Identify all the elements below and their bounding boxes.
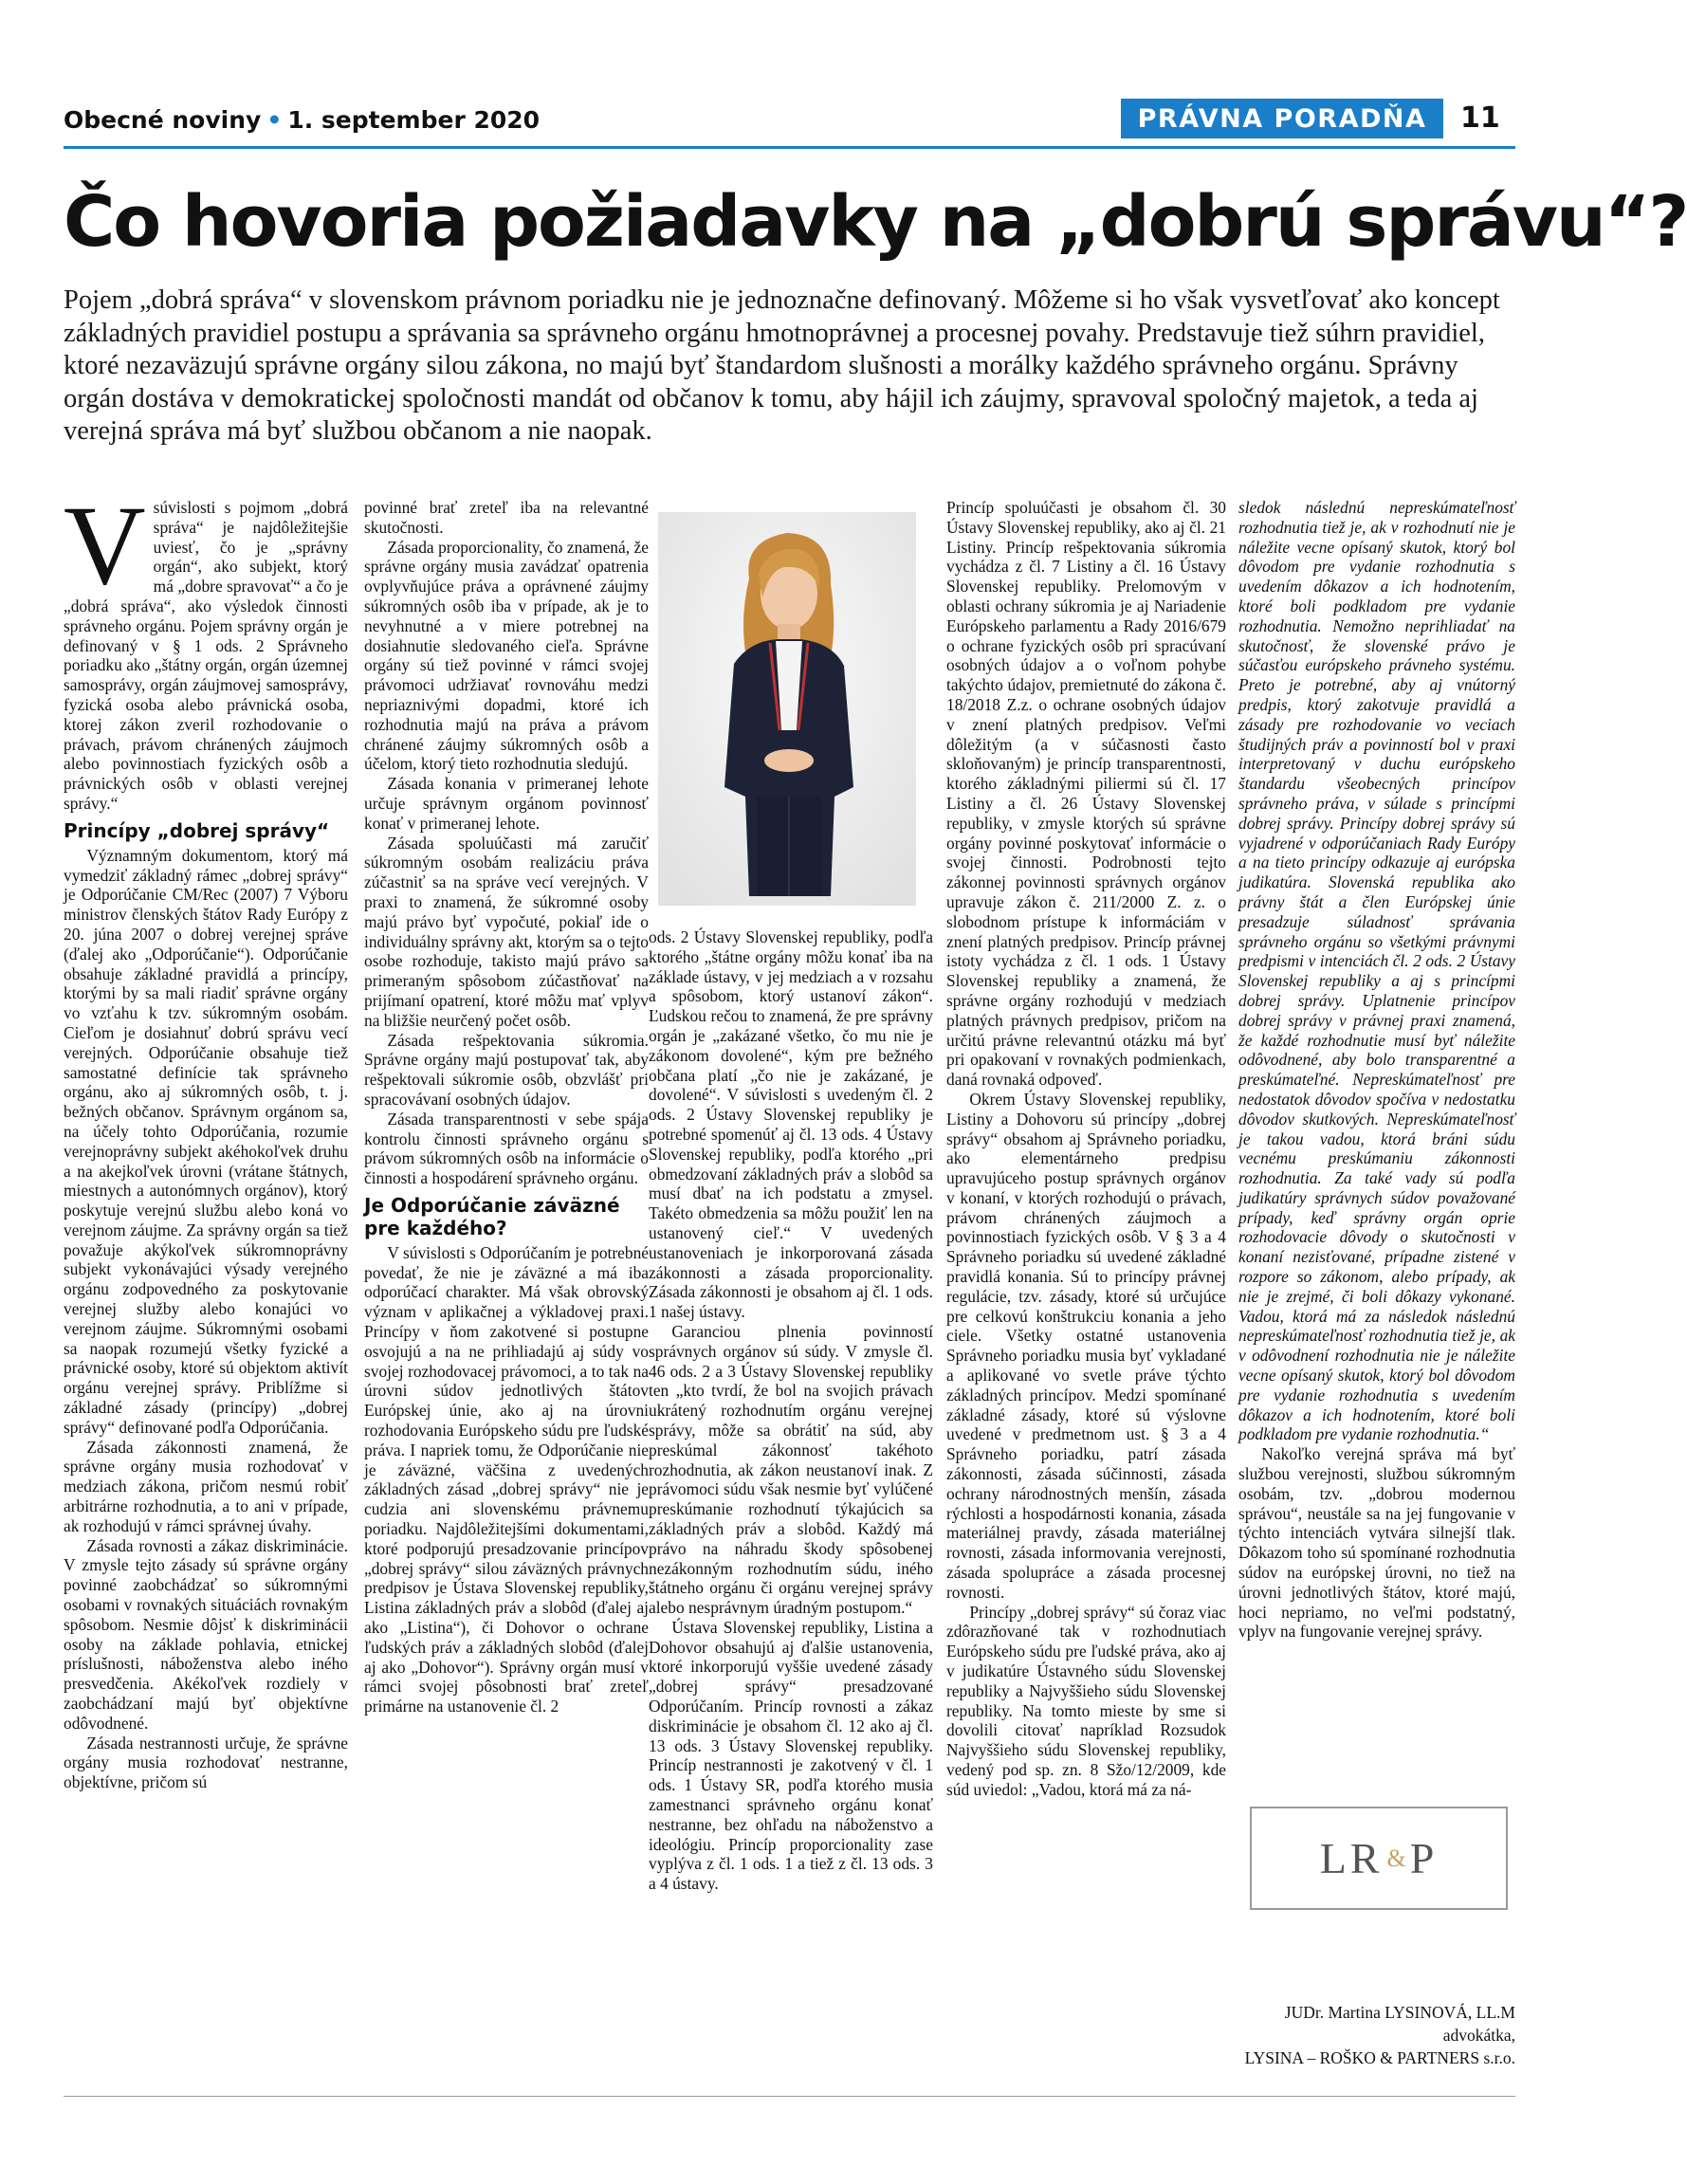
paragraph: Princíp spoluúčasti je obsahom čl. 30 Ústavy Slovenskej republiky, ako aj čl. 21 Listiny. Princíp rešpektovania súkromia vychádza z čl. 7 Listiny a čl. 16 Ústavy Slovenskej republiky. Prelomovým v oblasti ochrany súkromia je aj Nariadenie Európskeho parlamentu a Rady 2016/679 o ochrane fyzických osôb pri spracúvaní osobných údajov a o voľnom pohybe takýchto údajov, premietnuté do zákona č. 18/2018 Z.z. o ochrane osobných údajov v znení platných predpisov. Veľmi dôležitým (a v súčasnosti často skloňovaným) je princíp transparentnosti, ktorého základnými piliermi sú čl. 17 Listiny a čl. 26 Ústavy Slovenskej republiky, v zmysle ktorých sú správne orgány povinné poskytovať informácie o svojej činnosti. Podrobnosti tejto zákonnej povinnosti správnych orgánov upravuje zákon č. 211/2000 Z. z. o slobodnom prístupe k informáciám v znení platných predpisov. Princíp právnej istoty vychádza z čl. 1 ods. 1 Ústavy Slovenskej republiky a znamená, že správne orgány rozhodujú v medziach platných právnych predpisov, pričom na určitú právne relevantnú otázku má byť pri opakovaní v rovnakých podmienkach, daná rovnaká odpoveď. [946,498,1226,1090]
column-4 [946,498,1226,2082]
paragraph: Ústava Slovenskej republiky, Listina a Dohovor obsahujú aj ďalšie ustanovenia, ktoré inkorporujú vyššie uvedené zásady „dobrej správy“ presadzované Odporúčaním. Princíp rovnosti a zákaz diskriminácie je obsahom čl. 12 ako aj čl. 13 ods. 3 Ústavy Slovenskej republiky. Princíp nestrannosti je zakotvený v čl. 1 ods. 1 Ústavy SR, podľa ktorého musia zamestnanci správneho orgánu konať nestranne, bez ohľadu na náboženstvo a ideológiu. Princíp proporcionality zase vyplýva z čl. 1 ods. 1 a tiež z čl. 13 ods. 3 a 4 ústavy. [649,1617,933,1894]
masthead [64,106,540,134]
paragraph: Princípy „dobrej správy“ sú čoraz viac zdôrazňované tak v rozhodnutiach Európskeho súdu pre ľudské práva, ako aj v judikatúre Ústavného súdu Slovenskej republiky a Najvyššieho súdu Slovenskej republiky. Na tomto mieste by sme si dovolili citovať napríklad Rozsudok Najvyššieho súdu Slovenskej republiky, vedený pod sp. zn. 8 Sžo/12/2009, kde súd uviedol: „Vadou, ktorá má za ná- [946,1602,1226,1799]
paragraph: Zásada proporcionality, čo znamená, že správne orgány musia zavádzať opatrenia ovplyvňujúce práva a oprávnené záujmy súkromných osôb iba v prípade, ak je to nevyhnutné a v miere potrebnej na dosiahnutie sledovaného cieľa. Správne orgány sú tiež povinné v rámci svojej právomoci udržiavať rovnováhu medzi nepriaznivými dopadmi, ktoré ich rozhodnutia majú na práva a právom chránené záujmy súkromných osôb a účelom, ktorý tieto rozhodnutia sledujú. [364,537,649,774]
paragraph: sledok následnú nepreskúmateľnosť rozhodnutia tiež je, ak v rozhodnutí nie je náležite vecne opísaný skutok, ktorý bol dôvodom pre vydanie rozhodnutia s uvedením dôkazov a ich hodnotením, ktoré boli podkladom pre vydanie rozhodnutia. Nemožno neprihliadať na skutočnosť, že slovenské právo je súčasťou európskeho právneho systému. Preto je potrebné, aby aj vnútorný predpis, ktorý zakotvuje pravidlá a zásady pre rozhodovanie vo veciach študijných práv a povinností bol v praxi interpretovaný v duchu európskeho štandardu všeobecných princípov správneho práva, v súlade s princípmi dobrej správy. Princípy dobrej správy sú vyjadrené v odporúčaniach Rady Európy a na tieto princípy odkazuje aj európska judikatúra. Slovenská republika ako právny štát a člen Európskej únie presadzuje súladnosť správania správneho orgánu so všetkými právnymi predpismi v intenciách čl. 2 ods. 2 Ústavy Slovenskej republiky a aj s princípmi dobrej správy. Uplatnenie princípov dobrej správy v právnej praxi znamená, že každé rozhodnutie musí byť náležite odôvodnené, aby bolo transparentné a preskúmateľné. Nepreskúmateľnosť pre nedostatok dôvodov spočíva v nedostatku dôvodov skutkových. Nepreskúmateľnosť je takou vadou, ktorá bráni súdu vecnému preskúmaniu zákonnosti rozhodnutia. Za také vady sú podľa judikatúry správnych súdov považované prípady, keď správny orgán oprie rozhodovacie dôvody o skutočnosti v konaní nezisťované, prípadne zistené v rozpore so zákonom, alebo prípady, ak nie je zrejmé, či boli dôkazy vykonané. Vadou, ktorá má za následok následnú nepreskúmateľnosť rozhodnutia tiež je, ak v odôvodnení rozhodnutia nie je náležite vecne opísaný skutok, ktorý bol dôvodom pre vydanie rozhodnutia s uvedením dôkazov a ich hodnotením, ktoré boli podkladom pre vydanie rozhodnutia.“ [1238,498,1515,1444]
paragraph: Významným dokumentom, ktorý má vymedziť základný rámec „dobrej správy“ je Odporúčanie CM/Rec (2007) 7 Výboru ministrov členských štátov Rady Európy z 20. júna 2007 o dobrej verejnej správe (ďalej ako „Odporúčanie“). Odporúčanie obsahuje základné pravidlá a princípy, ktorými by sa mali riadiť správne orgány vo vzťahu k tzv. súkromným osobám. Cieľom je dosiahnuť dobrú správu vecí verejných. Odporúčanie obsahuje tiež samostatné definície tak správneho orgánu, ako aj súkromných osôb, t. j. bežných občanov. Správnym orgánom sa, na účely tohto Odporúčania, rozumie verejnoprávny subjekt akéhokoľvek druhu a na akejkoľvek úrovni (vrátane štátnych, miestnych a autonómnych orgánov), ktorý poskytuje verejnú službu alebo koná vo verejnom záujme. Za správny orgán sa tiež považuje akýkoľvek súkromnoprávny subjekt vykonávajúci výsady verejného orgánu zodpovedného za poskytovanie verejnej služby alebo konajúci vo verejnom záujme. Súkromnými osobami sa naopak rozumejú všetky fyzické a právnické osoby, ktoré sú objektom aktivít orgánu verejnej správy. Priblížme si základné zásady (princípy) „dobrej správy“ definované podľa Odporúčania. [64,845,348,1437]
paragraph: Zásada nestrannosti určuje, že správne orgány musia rozhodovať nestranne, objektívne, pričom sú [64,1733,348,1792]
author-firm: LYSINA – ROŠKO & PARTNERS s.r.o. [1244,2048,1515,2067]
paragraph: V súvislosti s Odporúčaním je potrebné povedať, že nie je záväzné a má iba odporúčací charakter. Má však obrovský význam v aplikačnej a výkladovej praxi. Princípy v ňom zakotvené si postupne osvojujú a na ne prihliadajú aj súdy vo svojej rozhodovacej právomoci, a to tak na úrovni súdov jednotlivých štátov Európskej únie, ako aj na úrovni rozhodovania Európskeho súdu pre ľudské práva. I napriek tomu, že Odporúčanie nie je záväzné, väčšina z uvedených základných zásad „dobrej správy“ nie je cudzia ani slovenskému právnemu poriadku. Najdôležitejšími dokumentami, ktoré podporujú presadzovanie princípov „dobrej správy“ silou záväzných právnych predpisov je Ústava Slovenskej republiky, Listina základných práv a slobôd (ďalej aj ako „Listina“), či Dohovor o ochrane ľudských práv a základných slobôd (ďalej aj ako „Dohovor“). Správny orgán musí v rámci svojej pôsobnosti brať zreteľ primárne na ustanovenie čl. 2 [364,1242,649,1716]
paragraph: povinné brať zreteľ iba na relevantné skutočnosti. [364,498,649,537]
intro-paragraph [64,482,348,814]
paragraph: Zásada zákonnosti znamená, že správne orgány musia rozhodovať v medziach zákona, pričom nesmú robiť arbitrárne rozhodnutia, a to ani v prípade, ak rozhodujú v rámci správnej úvahy. [64,1437,348,1535]
logo-left: LR [1319,1834,1384,1882]
column-1 [64,482,348,2082]
section-heading-binding: Je Odporúčanie záväzné pre každého? [364,1193,620,1239]
lead-text: Pojem „dobrá správa“ v slovenskom právnom poriadku nie je jednoznačne definovaný. Môžeme si ho však vysvetľovať ako koncept základných pravidiel postupu a správania sa správneho orgánu hmotnoprávnej a procesnej povahy. Predstavuje tiež súhrn pravidiel, ktoré nezaväzujú správne orgány silou zákona, no majú byť štandardom slušnosti a morálky každého správneho orgánu. Správny orgán dostáva v demokratickej spoločnosti mandát od občanov k tomu, aby hájil ich záujmy, spravoval spoločný majetok, a teda aj verejná správa má byť službou občanom a nie naopak. [64,285,1500,446]
author-photo [658,512,916,906]
headline: Čo hovoria požiadavky na „dobrú správu“? [64,181,1687,263]
section-heading-principles: Princípy „dobrej správy“ [64,818,330,842]
logo-ampersand: & [1386,1844,1406,1872]
intro-text: súvislosti s pojmom „dobrá správa“ je najdôležitejšie uviesť, čo je „správny orgán“, ako subjekt, ktorý má „dobre spravovať“ a čo je „dobrá správa“, ako výsledok činnosti správneho orgánu. Pojem správny orgán je definovaný v § 1 ods. 2 Správneho poriadku ako „štátny orgán, orgán územnej samosprávy, orgán záujmovej samosprávy, fyzická osoba alebo právnická osoba, ktorej zákon zveril rozhodovanie o právach, právom chránených záujmoch alebo povinnostiach fyzických osôb a právnických osôb v oblasti verejnej správy.“ [64,498,348,813]
paragraph: Zásada transparentnosti v sebe spája kontrolu činnosti správneho orgánu s právom súkromných osôb na informácie o činnosti a hospodárení správneho orgánu. [364,1109,649,1188]
paragraph: Garanciou plnenia povinností správnych orgánov sú súdy. V zmysle čl. 46 ods. 2 a 3 Ústavy Slovenskej republiky ten „kto tvrdí, že bol na svojich právach ukrátený rozhodnutím orgánu verejnej správy, môže sa obrátiť na súd, aby preskúmal zákonnosť takéhoto rozhodnutia, ak zákon neustanoví inak. Z právomoci súdu však nesmie byť vylúčené preskúmanie rozhodnutí týkajúcich sa základných práv a slobôd. Každý má právo na náhradu škody spôsobenej nezákonným rozhodnutím súdu, iného štátneho orgánu či orgánu verejnej správy alebo nesprávnym úradným postupom.“ [649,1321,933,1618]
paragraph: Zásada spoluúčasti má zaručiť súkromným osobám realizáciu práva zúčastniť sa na správe vecí verejných. V praxi to znamená, že súkromné osoby majú právo byť vypočuté, pokiaľ ide o individuálny správny akt, ktorým sa o tejto osobe rozhoduje, takisto majú právo sa primeraným spôsobom zúčastňovať na prijímaní opatrení, ktoré môžu mať vplyv na bližšie neurčený počet osôb. [364,833,649,1030]
column-2 [364,498,649,2082]
newspaper-name: Obecné noviny [64,106,262,134]
footer-rule [64,2096,1515,2097]
paragraph: Zásada rešpektovania súkromia. Správne orgány majú postupovať tak, aby rešpektovali súkromie osôb, obzvlášť pri spracovávaní osobných údajov. [364,1030,649,1109]
page-number: 11 [1460,101,1500,135]
section-badge: PRÁVNA PORADŇA [1121,99,1443,138]
separator-dot: • [266,106,283,134]
author-role: advokátka, [1442,2026,1515,2045]
logo-right: P [1409,1834,1439,1882]
drop-cap: V [64,482,146,608]
paragraph: Nakoľko verejná správa má byť službou verejnosti, službou súkromným osobám, tzv. „dobrou modernou správou“, neustále sa na jej fungovanie v týchto intenciách vytvára silnejší tlak. Dôkazom toho sú spomínané rozhodnutia súdov na európskej úrovni, no tiež na úrovni jednotlivých štátov, ktoré majú, hoci nepriamo, no veľmi podstatný, vplyv na fungovanie verejnej správy. [1238,1444,1515,1642]
paragraph: ods. 2 Ústavy Slovenskej republiky, podľa ktorého „štátne orgány môžu konať iba na základe ústavy, v jej medziach a v rozsahu a spôsobom, ktorý ustanoví zákon“. Ľudskou rečou to znamená, že pre správny orgán je „zakázané všetko, čo mu nie je zákonom dovolené“, kým pre bežného občana platí „čo nie je zakázané, je dovolené“. V súvislosti s uvedeným čl. 2 ods. 2 Ústavy Slovenskej republiky je potrebné spomenúť aj čl. 13 ods. 4 Ústavy Slovenskej republiky, podľa ktorého „pri obmedzovaní základných práv a slobôd sa musí dbať na ich podstatu a zmysel. Takéto obmedzenia sa môžu použiť len na ustanovený cieľ.“ V uvedených ustanoveniach je inkorporovaná zásada zákonnosti a zásada proporcionality. Zásada zákonnosti je obsahom aj čl. 1 ods. 1 našej ústavy. [649,927,933,1322]
paragraph: Okrem Ústavy Slovenskej republiky, Listiny a Dohovoru sú princípy „dobrej správy“ obsahom aj Správneho poriadku, ako elementárneho predpisu upravujúceho postup správnych orgánov v konaní, v ktorých rozhodujú o právach, právom chránených záujmoch a povinnostiach fyzických osôb. V § 3 a 4 Správneho poriadku sú uvedené základné pravidlá konania. Sú to princípy právnej regulácie, tzv. zásady, ktoré sú určujúce pre celkovú konštrukciu konania a jeho ciele. Všetky ostatné ustanovenia Správneho poriadku musia byť vykladané a aplikované vo svetle práve týchto základných princípov. Medzi spomínané základné zásady, ktoré sú výslovne uvedené v predmetnom ust. § 3 a 4 Správneho poriadku, patrí zásada zákonnosti, zásada súčinnosti, zásada ochrany národnostných menšín, zásada rýchlosti a hospodárnosti konania, zásada materiálnej pravdy, zásada materiálnej rovnosti, zásada informovania verejnosti, zásada spolupráce a zásada procesnej rovnosti. [946,1089,1226,1602]
paragraph: Zásada rovnosti a zákaz diskriminácie. V zmysle tejto zásady sú správne orgány povinné zaobchádzať so súkromnými osobami v rovnakých situáciách rovnakým spôsobom. Nesmie dôjsť k diskriminácii osoby na základe pohlavia, etnickej príslušnosti, náboženstva alebo iného presvedčenia. Akékoľvek rozdiely v zaobchádzaní majú byť objektívne odôvodnené. [64,1535,348,1733]
portrait-illustration [658,512,916,906]
column-3 [649,927,933,2082]
column-5 [1238,498,1515,1642]
author-name: JUDr. Martina LYSINOVÁ, LL.M [1284,2003,1515,2022]
paragraph: Zásada konania v primeranej lehote určuje správnym orgánom povinnosť konať v primeranej lehote. [364,774,649,833]
header-rule [64,146,1515,149]
lead-paragraph [64,284,1515,449]
issue-date: 1. september 2020 [287,106,541,134]
law-firm-logo [1250,1807,1508,1910]
